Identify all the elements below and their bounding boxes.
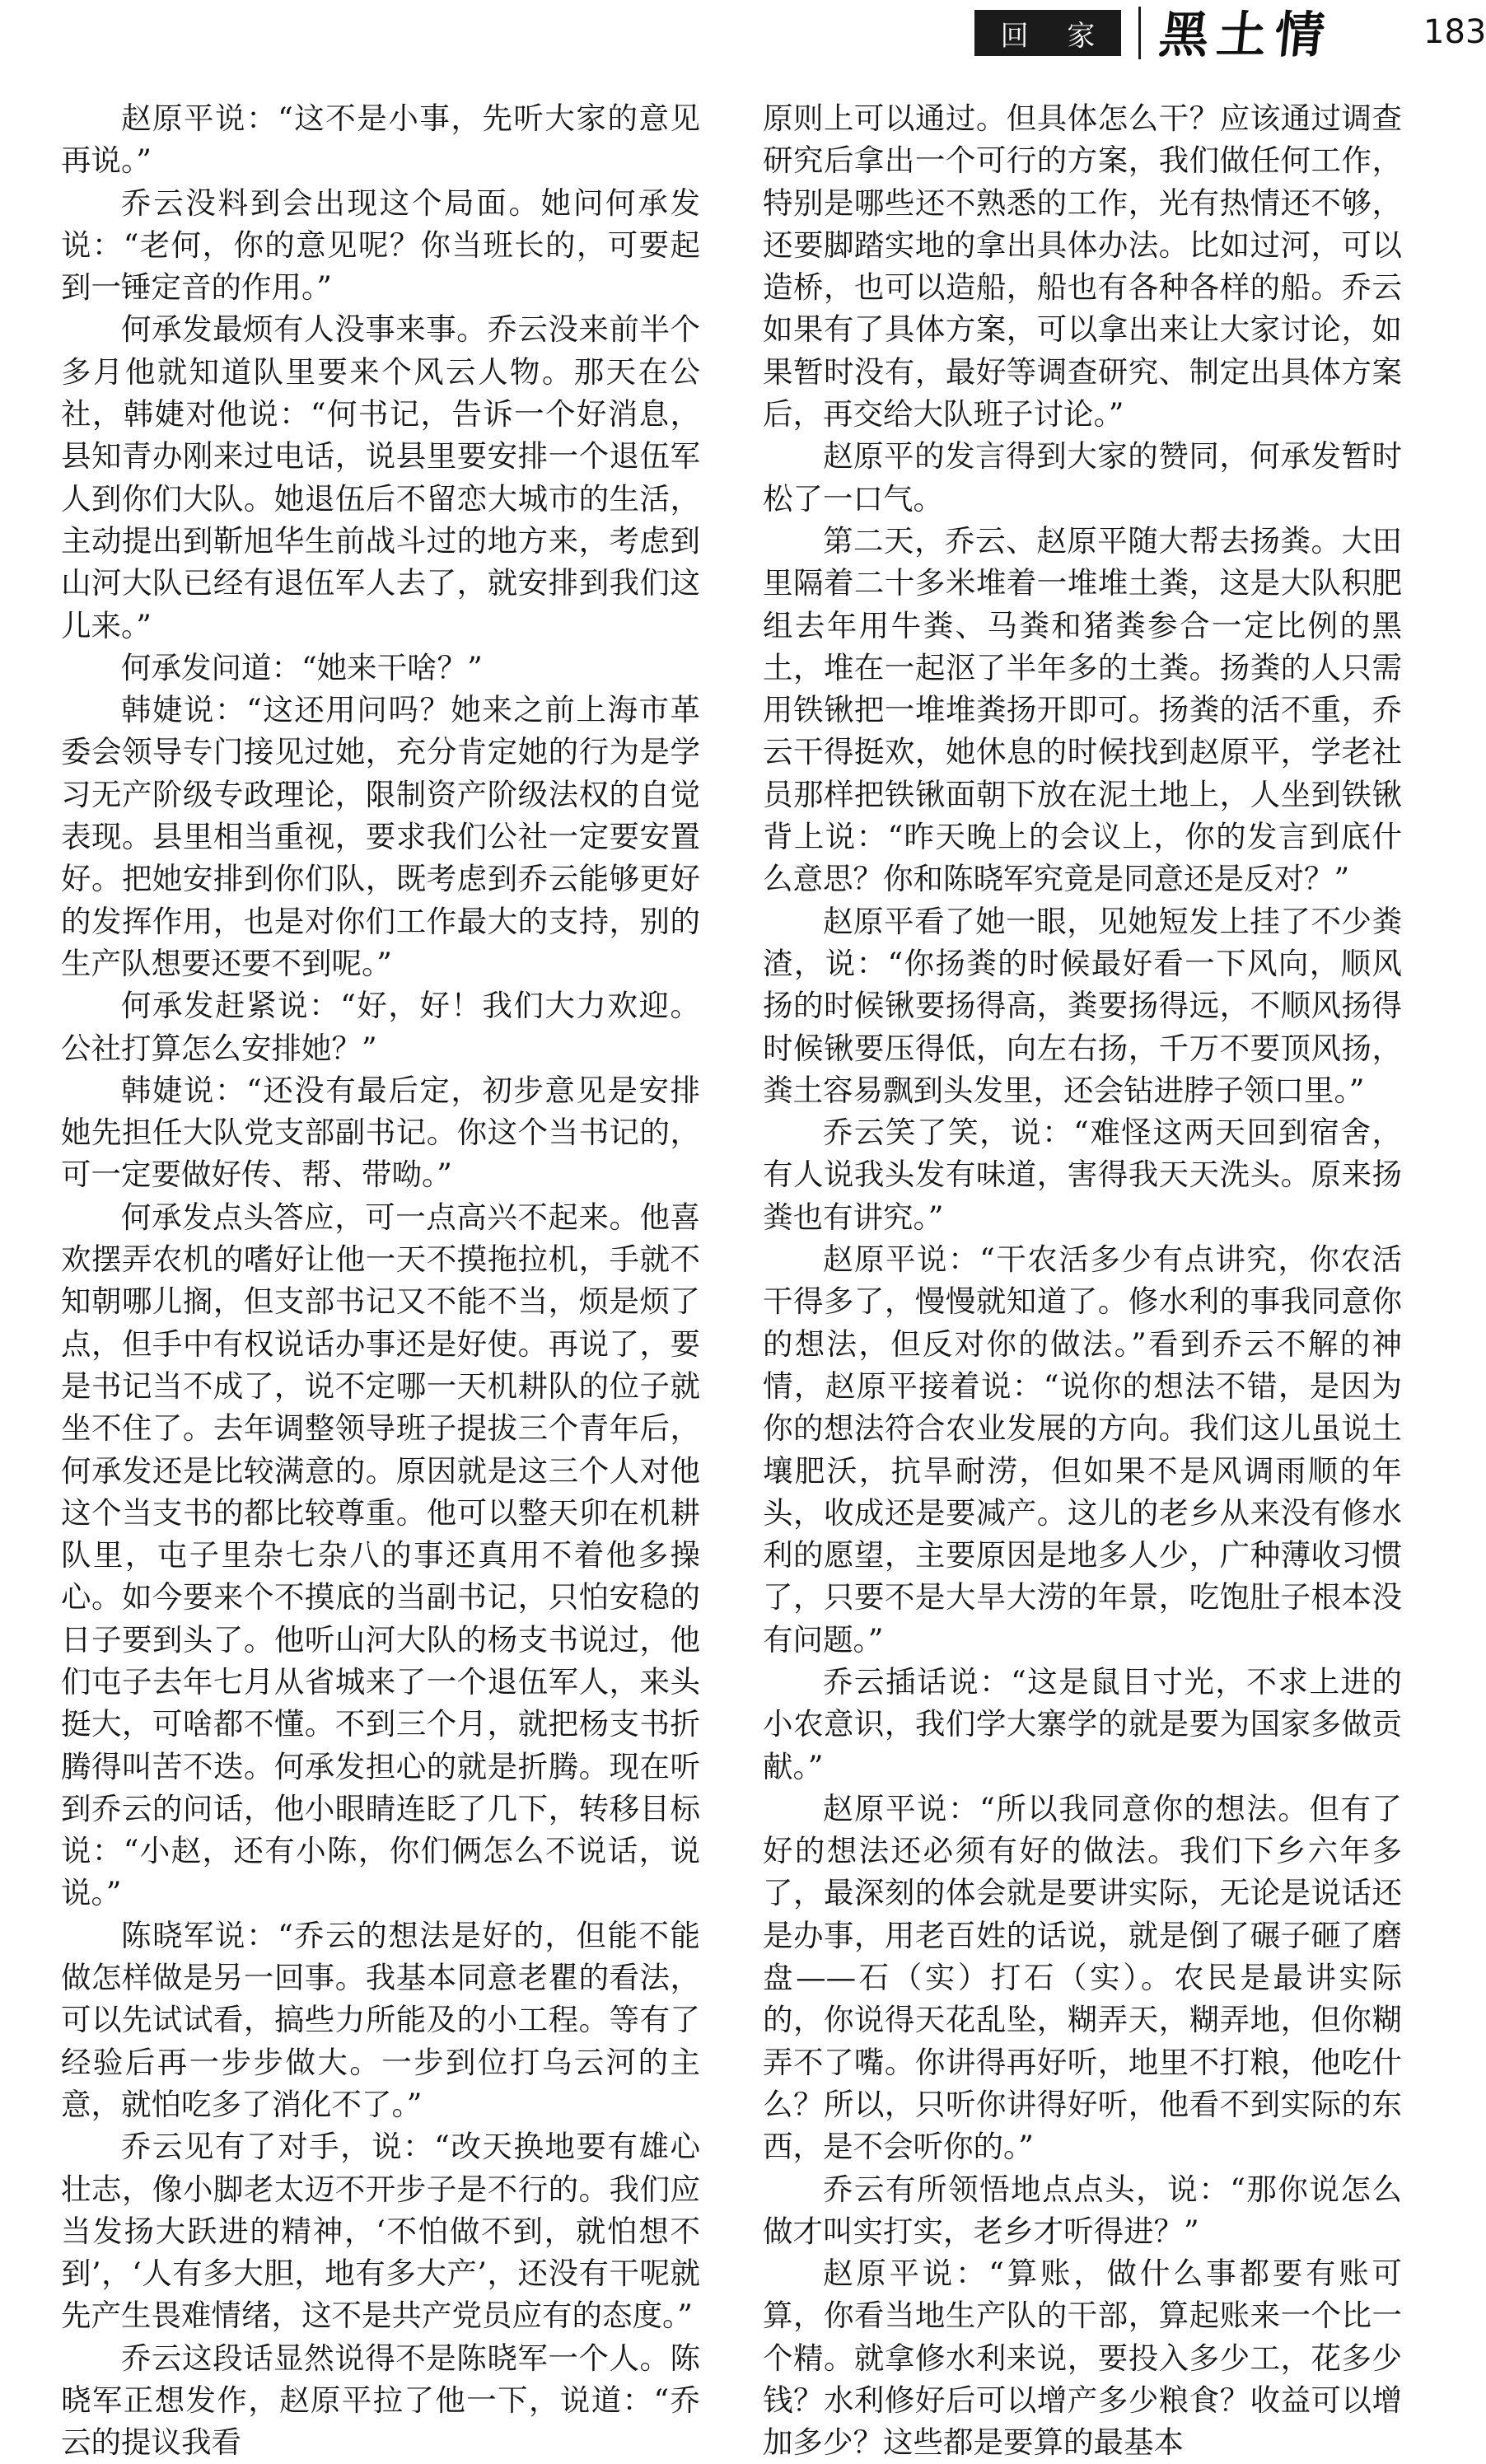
paragraph: 乔云有所领悟地点点头，说：“那你说怎么做才叫实打实，老乡才听得进？” [763, 2171, 1402, 2249]
magazine-title: 黑土情 [1156, 7, 1336, 64]
paragraph: 韩婕说：“这还用问吗？她来之前上海市革委会领导专门接见过她，充分肯定她的行为是学习无产阶级专政理论，限制资产阶级法权的自觉表现。县里相当重视，要求我们公社一定要安置好。把她安排到你们队，既考虑到乔云能够更好的发挥作用，也是对你们工作最大的支持，别的生产队想要还要不到呢。” [61, 692, 700, 981]
paragraph: 何承发赶紧说：“好，好！我们大力欢迎。公社打算怎么安排她？” [61, 988, 700, 1066]
paragraph: 乔云见有了对手，说：“改天换地要有雄心壮志，像小脚老太迈不开步子是不行的。我们应当发扬大跃进的精神，‘不怕做不到，就怕想不到’，‘人有多大胆，地有多大产’，还没有干呢就先产生畏难情绪，这不是共产党员应有的态度。” [61, 2129, 700, 2334]
paragraph: 韩婕说：“还没有最后定，初步意见是安排她先担任大队党支部副书记。你这个当书记的，可一定要做好传、帮、带呦。” [61, 1072, 700, 1193]
paragraph: 乔云这段话显然说得不是陈晓军一个人。陈晓军正想发作，赵原平拉了他一下，说道：“乔云的提议我看 [61, 2340, 700, 2461]
right-text-column [763, 97, 1402, 2461]
header-divider [1138, 7, 1141, 59]
left-text-column [61, 97, 700, 2461]
paragraph: 何承发最烦有人没事来事。乔云没来前半个多月他就知道队里要来个风云人物。那天在公社，韩婕对他说：“何书记，告诉一个好消息，县知青办刚来过电话，说县里要安排一个退伍军人到你们大队。她退伍后不留恋大城市的生活，主动提出到靳旭华生前战斗过的地方来，考虑到山河大队已经有退伍军人去了，就安排到我们这儿来。” [61, 311, 700, 643]
paragraph: 乔云笑了笑，说：“难怪这两天回到宿舍，有人说我头发有味道，害得我天天洗头。原来扬粪也有讲究。” [763, 1115, 1402, 1235]
paragraph: 乔云插话说：“这是鼠目寸光，不求上进的小农意识，我们学大寨学的就是要为国家多做贡献。” [763, 1663, 1402, 1784]
page-number: 183 [1423, 13, 1486, 51]
paragraph: 何承发点头答应，可一点高兴不起来。他喜欢摆弄农机的嗜好让他一天不摸拖拉机，手就不知朝哪儿搁，但支部书记又不能不当，烦是烦了点，但手中有权说话办事还是好使。再说了，要是书记当不成了，说不定哪一天机耕队的位子就坐不住了。去年调整领导班子提拔三个青年后，何承发还是比较满意的。原因就是这三个人对他这个当支书的都比较尊重。他可以整天卯在机耕队里，屯子里杂七杂八的事还真用不着他多操心。如今要来个不摸底的当副书记，只怕安稳的日子要到头了。他听山河大队的杨支书说过，他们屯子去年七月从省城来了一个退伍军人，来头挺大，可啥都不懂。不到三个月，就把杨支书折腾得叫苦不迭。何承发担心的就是折腾。现在听到乔云的问话，他小眼睛连眨了几下，转移目标说：“小赵，还有小陈，你们俩怎么不说话，说说。” [61, 1199, 700, 1911]
paragraph-continued: 原则上可以通过。但具体怎么干？应该通过调查研究后拿出一个可行的方案，我们做任何工作，特别是哪些还不熟悉的工作，光有热情还不够，还要脚踏实地的拿出具体办法。比如过河，可以造桥，也可以造船，船也有各种各样的船。乔云如果有了具体方案，可以拿出来让大家讨论，如果暂时没有，最好等调查研究、制定出具体方案后，再交给大队班子讨论。” [763, 101, 1402, 432]
paragraph: 乔云没料到会出现这个局面。她问何承发说：“老何，你的意见呢？你当班长的，可要起到一锤定音的作用。” [61, 185, 700, 306]
paragraph: 赵原平的发言得到大家的赞同，何承发暂时松了一口气。 [763, 438, 1402, 517]
paragraph: 何承发问道：“她来干啥？” [121, 649, 483, 685]
section-label: 回 家 [974, 10, 1121, 56]
paragraph: 赵原平看了她一眼，见她短发上挂了不少粪渣，说：“你扬粪的时候最好看一下风向，顺风扬的时候锹要扬得高，粪要扬得远，不顺风扬得时候锹要压得低，向左右扬，千万不要顶风扬，粪土容易飘到头发里，还会钻进脖子领口里。” [763, 903, 1402, 1108]
paragraph: 陈晓军说：“乔云的想法是好的，但能不能做怎样做是另一回事。我基本同意老瞿的看法，可以先试试看，搞些力所能及的小工程。等有了经验后再一步步做大。一步到位打乌云河的主意，就怕吃多了消化不了。” [61, 1917, 700, 2122]
paragraph: 赵原平说：“这不是小事，先听大家的意见再说。” [61, 101, 700, 179]
paragraph: 赵原平说：“干农活多少有点讲究，你农活干得多了，慢慢就知道了。修水利的事我同意你的想法，但反对你的做法。”看到乔云不解的神情，赵原平接着说：“说你的想法不错，是因为你的想法符合农业发展的方向。我们这儿虽说土壤肥沃，抗旱耐涝，但如果不是风调雨顺的年头，收成还是要减产。这儿的老乡从来没有修水利的愿望，主要原因是地多人少，广种薄收习惯了，只要不是大旱大涝的年景，吃饱肚子根本没有问题。” [763, 1241, 1402, 1657]
paragraph: 赵原平说：“所以我同意你的想法。但有了好的想法还必须有好的做法。我们下乡六年多了，最深刻的体会就是要讲实际，无论是说话还是办事，用老百姓的话说，就是倒了碾子砸了磨盘——石（实）打石（实）。农民是最讲实际的，你说得天花乱坠，糊弄天，糊弄地，但你糊弄不了嘴。你讲得再好听，地里不打粮，他吃什么？所以，只听你讲得好听，他看不到实际的东西，是不会听你的。” [763, 1790, 1402, 2165]
paragraph: 第二天，乔云、赵原平随大帮去扬粪。大田里隔着二十多米堆着一堆堆土粪，这是大队积肥组去年用牛粪、马粪和猪粪参合一定比例的黑土，堆在一起沤了半年多的土粪。扬粪的人只需用铁锹把一堆堆粪扬开即可。扬粪的活不重，乔云干得挺欢，她休息的时候找到赵原平，学老社员那样把铁锹面朝下放在泥土地上，人坐到铁锹背上说：“昨天晚上的会议上，你的发言到底什么意思？你和陈晓军究竟是同意还是反对？” [763, 522, 1402, 897]
page-header [0, 0, 1486, 74]
paragraph: 赵原平说：“算账，做什么事都要有账可算，你看当地生产队的干部，算起账来一个比一个精。就拿修水利来说，要投入多少工，花多少钱？水利修好后可以增产多少粮食？收益可以增加多少？这些都是要算的最基本 [763, 2256, 1402, 2461]
